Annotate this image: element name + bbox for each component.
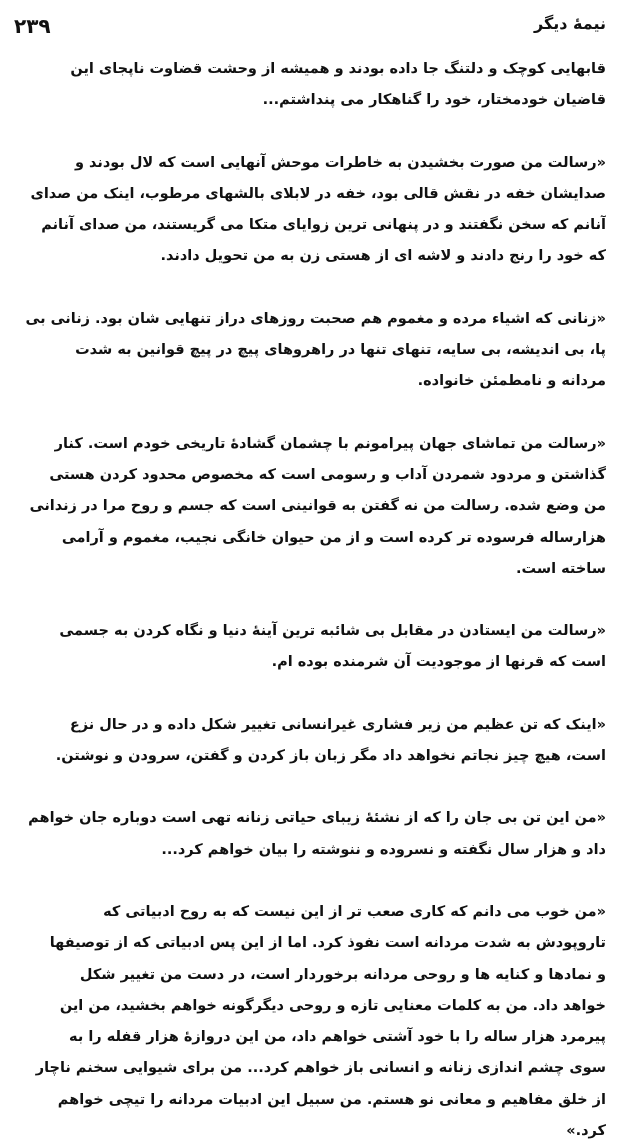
paragraph <box>14 54 606 117</box>
running-header-title: نیمهٔ دیگر <box>533 14 606 33</box>
text-line: مردانه و نامطمئن خانواده. <box>417 373 606 390</box>
text-line: «زنانی که اشیاء مرده و مغموم هم صحبت روزهای دراز تنهایی شان بود. زنانی بی <box>25 310 606 327</box>
text-line: آنانم که سخن نگفتند و در پنهانی ترین زوایای متکا می گریستند، من صدای آنانم <box>41 217 606 234</box>
text-line: قابهایی کوچک و دلتنگ جا داده بودند و همیشه از وحشت قضاوت ناپجای این <box>70 61 606 77</box>
text-line: پیرمرد هزار ساله را با خود آشتی خواهم داد، من این دروازهٔ هزار قفله را به <box>69 1029 606 1046</box>
text-line: گذاشتن و مردود شمردن آداب و رسومی است که مخصوص محدود کردن هستی <box>49 466 606 483</box>
page-number: ۲۳۹ <box>14 14 51 38</box>
text-line: است که قرنها از موجودیت آن شرمنده بوده ام. <box>271 654 606 671</box>
paragraph <box>14 429 606 585</box>
paragraph <box>14 803 606 866</box>
text-line: «رسالت من صورت بخشیدن به خاطرات موحش آنهایی است که لال بودند و <box>74 154 606 171</box>
text-line: قاضیان خودمختار، خود را گناهکار می پنداشتم... <box>262 92 606 109</box>
text-line: «من این تن بی جان را که از نشئهٔ زیبای حیاتی زنانه تهی است دوباره جان خواهم <box>28 810 606 827</box>
text-line: ساخته است. <box>515 560 606 577</box>
text-line: و نمادها و کنایه ها و روحی مردانه برخوردار است، در دست من تغییر شکل <box>79 966 606 983</box>
text-line: کرد.» <box>566 1123 606 1140</box>
body-text <box>14 54 606 1147</box>
text-line: که خود را رنج دادند و لاشه ای از هستی زن به من تحویل دادند. <box>160 248 606 265</box>
text-line: است، هیچ چیز نجاتم نخواهد داد مگر زبان باز کردن و گفتن، سرودن و نوشتن. <box>55 748 606 765</box>
paragraph <box>14 710 606 773</box>
text-line: من وضع شده. رسالت من نه گفتن به قوانینی است که جسم و روح مرا در زندانی <box>29 498 606 515</box>
paragraph <box>14 616 606 679</box>
text-line: صدایشان خفه در نقش قالی بود، خفه در لابلای بالشهای مرطوب، اینک من صدای <box>30 185 606 202</box>
text-line: «رسالت من تماشای جهان پیرامونم با چشمان گشادهٔ تاریخی خودم است. کنار <box>54 435 606 452</box>
text-line: پا، بی اندیشه، بی سایه، تنهای تنها در راهروهای پیچ در پیچ قوانین به شدت <box>75 342 606 359</box>
text-line: «من خوب می دانم که کاری صعب تر از این نیست که به روح ادبیاتی که <box>103 903 606 920</box>
paragraph <box>14 304 606 398</box>
paragraph <box>14 148 606 273</box>
text-line: هزارساله فرسوده تر کرده است و از من حیوان خانگی نجیب، مغموم و آرامی <box>61 529 606 546</box>
paragraph <box>14 897 606 1147</box>
text-line: «اینک که تن عظیم من زیر فشاری غیرانسانی تغییر شکل داده و در حال نزع <box>69 716 606 733</box>
text-line: «رسالت من ایستادن در مقابل بی شائبه ترین آینهٔ دنیا و نگاه کردن به جسمی <box>59 623 606 640</box>
text-line: داد و هزار سال نگفته و نسروده و ننوشته را بیان خواهم کرد... <box>161 841 606 858</box>
text-line: از خلق مفاهیم و معانی نو هستم. من سبیل این ادبیات مردانه را تیچی خواهم <box>57 1091 606 1108</box>
text-line: تاروپودش به شدت مردانه است نفوذ کرد. اما از این پس ادبیاتی که از توصیفها <box>49 935 606 952</box>
text-line: خواهد داد. من به کلمات معنایی تازه و روحی دیگرگونه خواهم بخشید، من این <box>59 997 606 1014</box>
text-line: سوی چشم اندازی زنانه و انسانی باز خواهم کرد... من برای شیوایی سخنم ناچار <box>35 1060 606 1077</box>
